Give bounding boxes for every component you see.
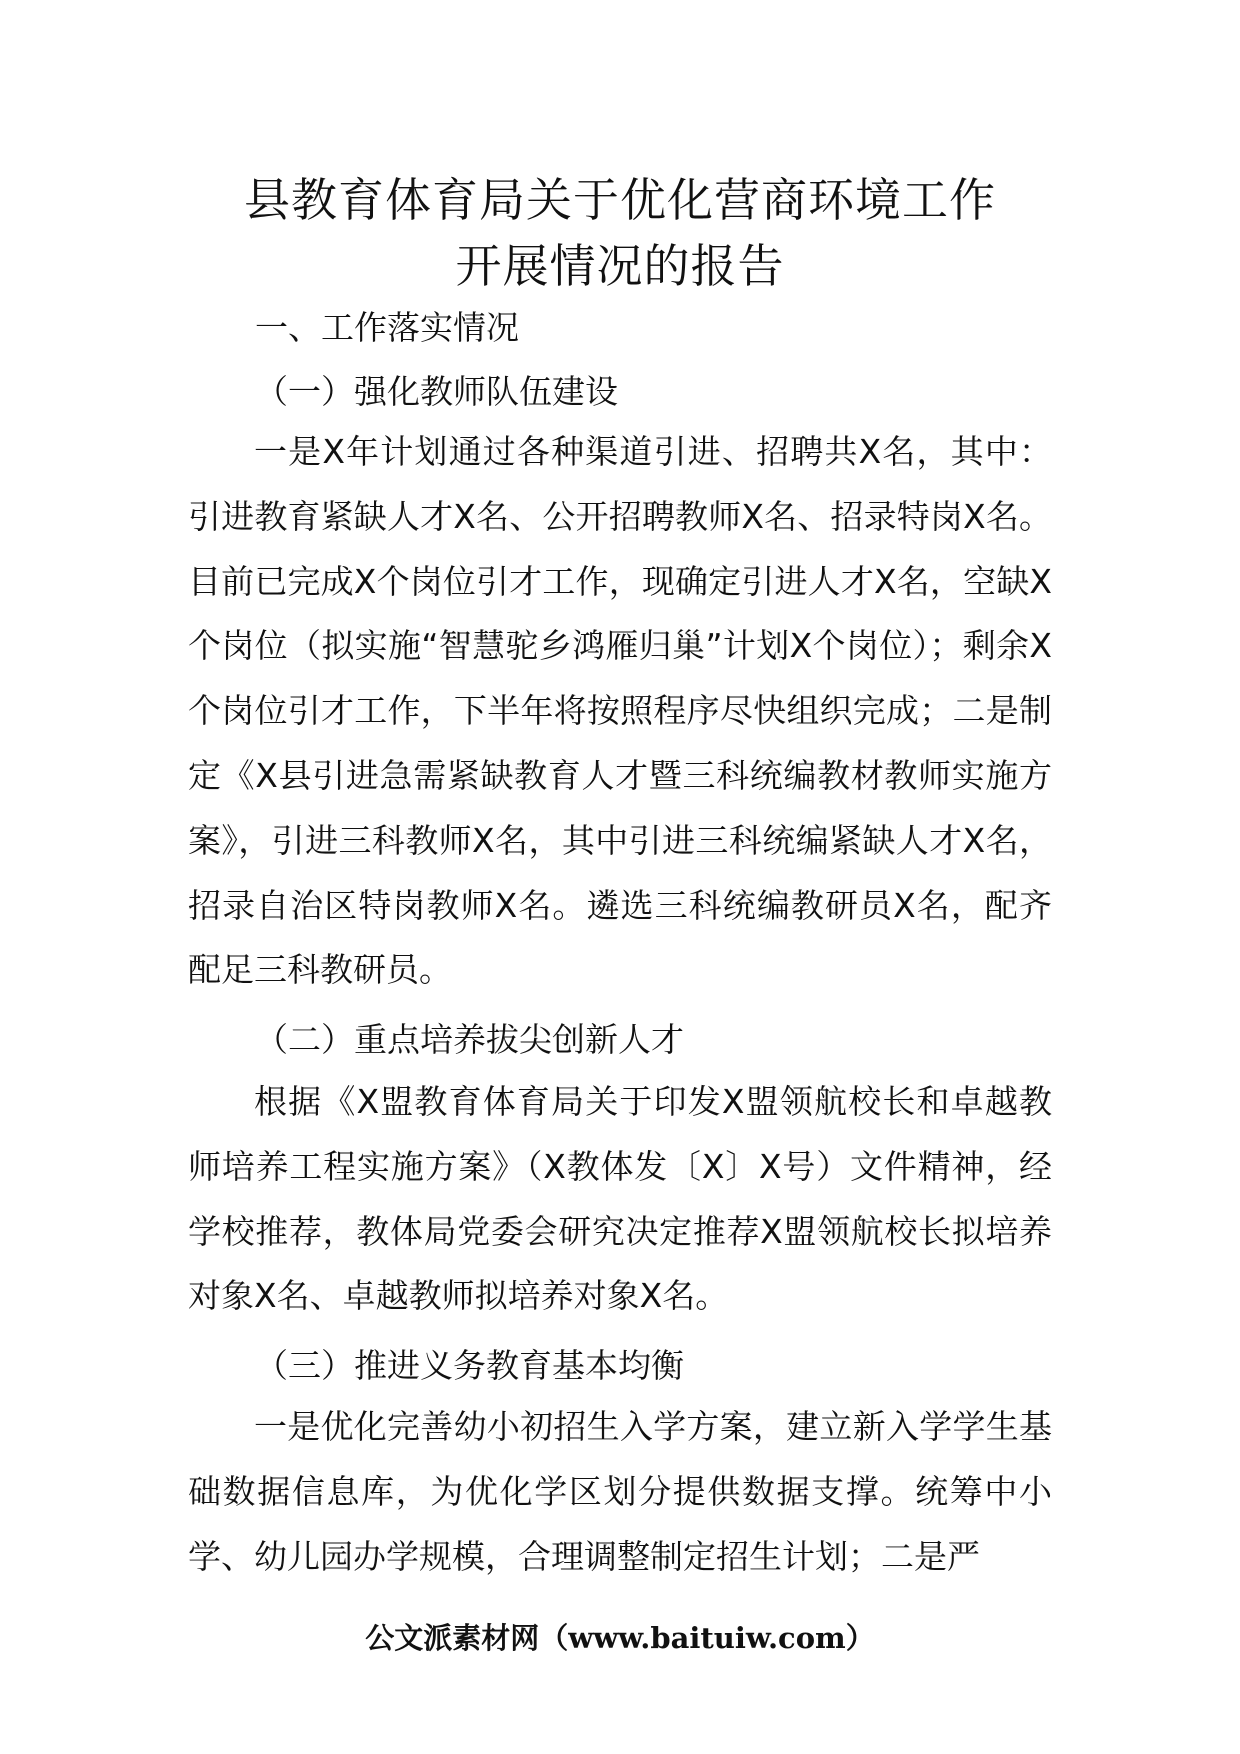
document-title-line1: 县教育体育局关于优化营商环境工作 — [244, 173, 996, 227]
paragraph-1: 一是X年计划通过各种渠道引进、招聘共X名，其中：引进教育紧缺人才X名、公开招聘教师X名、招录特岗X名。目前已完成X个岗位引才工作，现确定引进人才X名，空缺X个岗位（拟实施“智慧驼乡鸿雁归巢”计划X个岗位）；剩余X个岗位引才工作，下半年将按照程序尽快组织完成；二是制定《X县引进急需紧缺教育人才暨三科统编教材教师实施方案》，引进三科教师X名，其中引进三科统编紧缺人才X名，招录自治区特岗教师X名。遴选三科统编教研员X名，配齐配足三科教研员。 — [188, 432, 1052, 990]
document-title-line2: 开展情况的报告 — [455, 239, 785, 293]
paragraph-2: 根据《X盟教育体育局关于印发X盟领航校长和卓越教师培养工程实施方案》（X教体发〔X〕X号）文件精神，经学校推荐，教体局党委会研究决定推荐X盟领航校长拟培养对象X名、卓越教师拟培养对象X名。 — [188, 1082, 1052, 1316]
section-heading-1: 一、工作落实情况 — [255, 308, 519, 347]
page-footer: 公文派素材网（www.baituiw.com） — [365, 1621, 875, 1655]
subsection-heading-1: （一）强化教师队伍建设 — [255, 372, 618, 411]
subsection-heading-3: （三）推进义务教育基本均衡 — [255, 1346, 684, 1385]
subsection-heading-2: （二）重点培养拔尖创新人才 — [255, 1020, 684, 1059]
paragraph-3: 一是优化完善幼小初招生入学方案，建立新入学学生基础数据信息库，为优化学区划分提供数据支撑。统筹中小学、幼儿园办学规模，合理调整制定招生计划；二是严 — [188, 1407, 1052, 1576]
